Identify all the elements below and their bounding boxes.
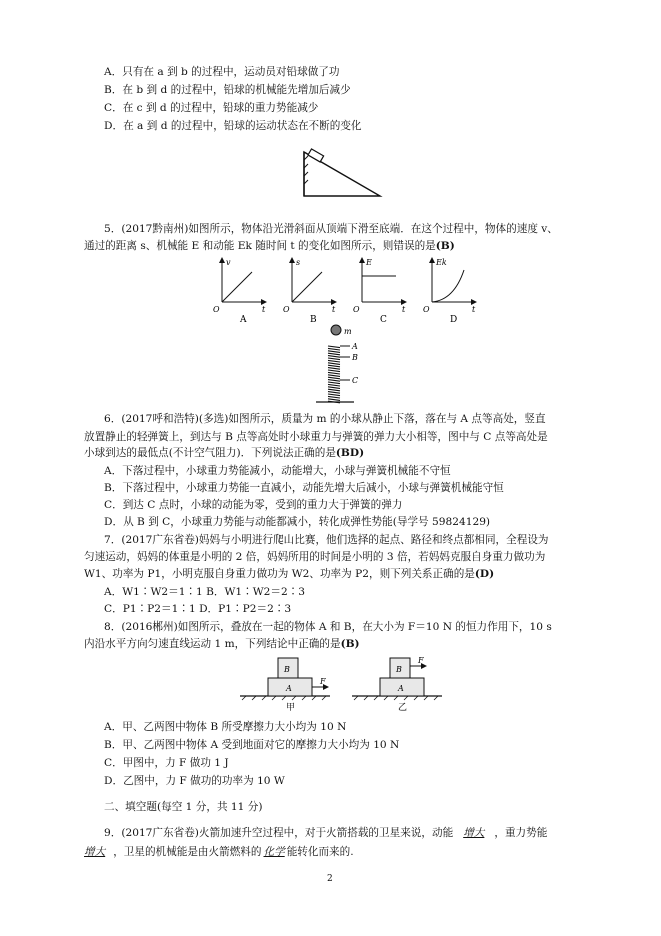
graph-c-origin: O xyxy=(353,305,360,314)
graph-d-caption: D xyxy=(450,315,458,324)
q4-option-d: D．在 a 到 d 的过程中，铅球的运动状态在不断的变化 xyxy=(104,120,362,132)
figure-jia xyxy=(240,658,330,712)
graph-b xyxy=(283,258,336,324)
page-number: 2 xyxy=(327,874,333,884)
q9-blank3: 化学 xyxy=(263,846,285,858)
graph-d xyxy=(423,258,476,324)
graph-a xyxy=(213,258,266,324)
q5-stem-line2: 通过的距离 s、机械能 E 和动能 Ek 随时间 t 的变化如图所示，则错误的是(B) xyxy=(84,240,455,252)
q8-answer: (B) xyxy=(340,638,360,650)
incline-figure xyxy=(300,148,386,200)
q7-stem-line1: 7．(2017广东省卷)妈妈与小明进行爬山比赛，他们选择的起点、路径和终点都相同，全程设为 xyxy=(104,534,549,546)
q4-option-c: C．在 c 到 d 的过程中，铅球的重力势能减少 xyxy=(104,102,319,114)
yi-caption: 乙 xyxy=(398,703,408,712)
q7-stem-line2: 匀速运动，妈妈的体重是小明的 2 倍，妈妈所用的时间是小明的 3 倍，若妈妈克服自身重力做功为 xyxy=(84,551,546,563)
q7-answer: (D) xyxy=(474,568,495,580)
point-b-label: B xyxy=(352,353,358,362)
section-fill-in-title: 二、填空题(每空 1 分，共 11 分) xyxy=(104,801,263,813)
graph-d-xlabel: t xyxy=(472,305,476,314)
q8-stem-line1: 8．(2016郴州)如图所示，叠放在一起的物体 A 和 B，在大小为 F＝10 N 的恒力作用下，10 s xyxy=(104,621,552,633)
point-a-label: A xyxy=(352,342,358,351)
q4-option-a: A．只有在 a 到 b 的过程中，运动员对铅球做了功 xyxy=(104,66,340,78)
q6-option-d: D．从 B 到 C，小球重力势能与动能都减小，转化成弹性势能(导学号 59824129) xyxy=(104,516,491,528)
point-c-label: C xyxy=(352,376,359,385)
q8-option-a: A．甲、乙两图中物体 B 所受摩擦力大小均为 10 N xyxy=(104,721,347,733)
q5-graphs xyxy=(210,256,480,324)
q7-options-line2: C．P1∶P2＝1∶1 D．P1∶P2＝2∶3 xyxy=(104,603,292,615)
q5-stem-line1: 5．(2017黔南州)如图所示，物体沿光滑斜面从顶端下滑至底端．在这个过程中，物体的速度 v、 xyxy=(104,223,558,235)
q9-blank1: 增大 xyxy=(463,827,485,839)
q6-stem-line3: 小球到达的最低点(不计空气阻力)．下列说法正确的是(BD) xyxy=(84,447,365,459)
graph-a-caption: A xyxy=(240,315,247,324)
q7-options-line1: A．W1∶W2＝1∶1 B．W1∶W2＝2∶3 xyxy=(104,586,306,598)
graph-a-ylabel: v xyxy=(226,258,231,267)
graph-d-origin: O xyxy=(423,305,430,314)
q8-option-d: D．乙图中，力 F 做功的功率为 10 W xyxy=(104,775,285,787)
graph-d-ylabel: Ek xyxy=(436,258,447,267)
graph-c-caption: C xyxy=(380,315,387,324)
graph-c xyxy=(353,258,406,324)
jia-block-a-label: A xyxy=(286,684,292,693)
q9-line2: 增大 ，卫星的机械能是由火箭燃料的 化学 能转化而来的. xyxy=(84,846,354,858)
jia-force-label: F xyxy=(320,677,326,686)
q6-option-c: C．到达 C 点时，小球的动能为零，受到的重力大于弹簧的弹力 xyxy=(104,499,403,511)
ball-m xyxy=(331,325,341,335)
q9-blank2: 增大 xyxy=(84,846,106,858)
q6-option-b: B．下落过程中，小球重力势能一直减小，动能先增大后减小，小球与弹簧机械能守恒 xyxy=(104,482,504,494)
q6-answer: (BD) xyxy=(335,447,365,459)
graph-b-ylabel: s xyxy=(296,258,301,267)
ball-label: m xyxy=(344,327,352,336)
q6-stem-line2: 放置静止的轻弹簧上，到达与 B 点等高处时小球重力与弹簧的弹力大小相等，图中与 C 点等高处是 xyxy=(84,431,548,443)
graph-c-ylabel: E xyxy=(366,258,372,267)
q4-option-b: B．在 b 到 d 的过程中，铅球的机械能先增加后减少 xyxy=(104,84,351,96)
q8-option-c: C．甲图中，力 F 做功 1 J xyxy=(104,757,229,769)
graph-b-xlabel: t xyxy=(332,305,336,314)
q5-answer: (B) xyxy=(435,240,455,252)
q8-stem-line2: 内沿水平方向匀速直线运动 1 m，下列结论中正确的是(B) xyxy=(84,638,360,650)
graph-b-caption: B xyxy=(310,315,317,324)
figure-yi xyxy=(352,656,442,712)
q8-figures xyxy=(240,652,450,712)
spring-figure xyxy=(310,324,370,406)
q6-stem-line1: 6．(2017呼和浩特)(多选)如图所示，质量为 m 的小球从静止下落，落在与 A 点等高处，竖直 xyxy=(104,413,546,425)
q8-option-b: B．甲、乙两图中物体 A 受到地面对它的摩擦力大小均为 10 N xyxy=(104,739,400,751)
graph-b-origin: O xyxy=(283,305,290,314)
graph-c-xlabel: t xyxy=(402,305,406,314)
yi-force-label: F xyxy=(418,656,424,665)
jia-block-b-label: B xyxy=(284,665,290,674)
spring-coil xyxy=(328,346,340,403)
q9-line1: 9．(2017广东省卷)火箭加速升空过程中，对于火箭搭载的卫星来说，动能 增大 ，重力势能 xyxy=(104,827,548,839)
graph-a-origin: O xyxy=(213,305,220,314)
yi-block-a-label: A xyxy=(398,684,404,693)
q6-option-a: A．下落过程中，小球重力势能减小，动能增大，小球与弹簧机械能不守恒 xyxy=(104,465,451,477)
jia-caption: 甲 xyxy=(286,703,296,712)
q7-stem-line3: W1、功率为 P1，小明克服自身重力做功为 W2、功率为 P2，则下列关系正确的是(D) xyxy=(84,568,495,580)
yi-block-b-label: B xyxy=(396,665,402,674)
graph-a-xlabel: t xyxy=(262,305,266,314)
